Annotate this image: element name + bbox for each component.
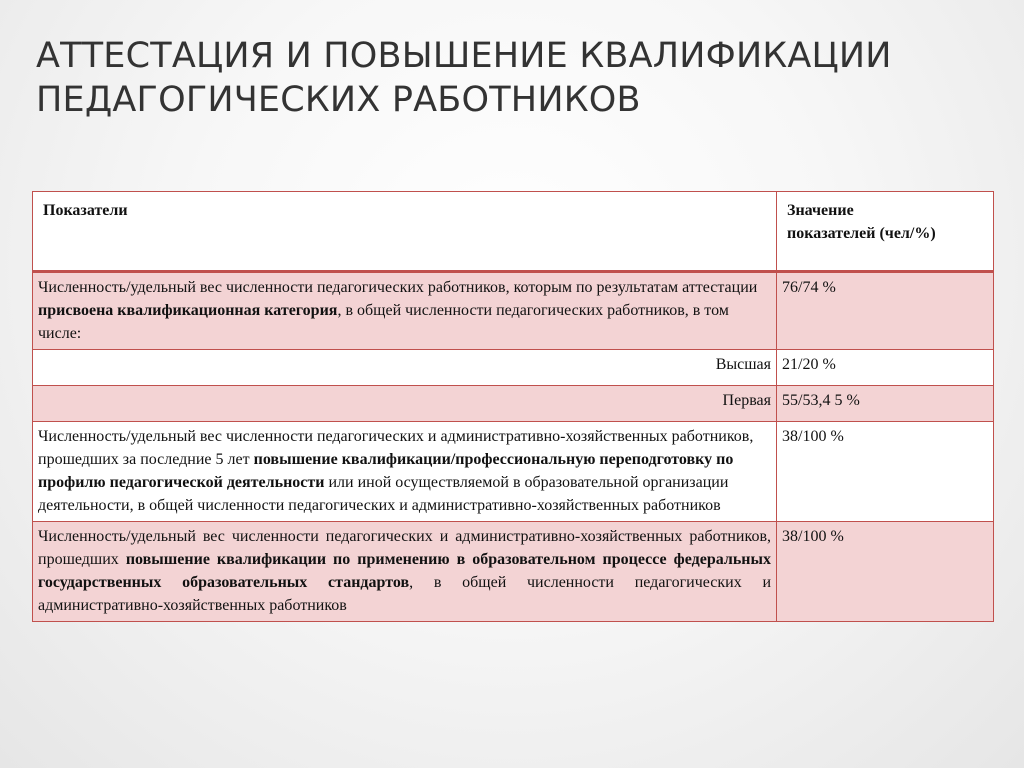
table-row-qualification-category	[33, 272, 994, 350]
value-cell: 38/100 %	[777, 522, 994, 622]
header-value-line-2: показателей (чел/%)	[787, 225, 936, 242]
table-row-highest	[33, 350, 994, 386]
indicator-text: Численность/удельный вес численности педагогических работников, которым по результатам аттестации	[38, 279, 758, 296]
slide-title-line-1: АТТЕСТАЦИЯ И ПОВЫШЕНИЕ КВАЛИФИКАЦИИ	[36, 36, 892, 76]
indicator-text: Численность/удельный вес численности педагогических и административно-хозяйственных работников, прошедших	[38, 528, 771, 568]
value-cell: 21/20 %	[777, 350, 994, 386]
indicator-bold-text: повышение квалификации по применению в образовательном процессе федеральных государственных образовательных стандартов	[38, 551, 772, 591]
slide-title	[36, 34, 996, 122]
indicator-cell	[33, 522, 777, 622]
category-label-cell: Первая	[33, 386, 777, 422]
header-value-line-1: Значение	[787, 202, 854, 219]
header-indicator-label: Показатели	[43, 202, 128, 219]
value-cell: 55/53,4 5 %	[777, 386, 994, 422]
value-cell: 38/100 %	[777, 422, 994, 522]
indicator-text: , в общей численности педагогических и административно-хозяйственных работников	[38, 574, 772, 614]
header-indicator	[33, 192, 777, 272]
table-row-professional-retraining	[33, 422, 994, 522]
value-cell: 76/74 %	[777, 272, 994, 350]
indicator-bold-text: присвоена квалификационная категория	[38, 302, 338, 319]
indicator-text: или иной осуществляемой в образовательной организации деятельности, в общей численности педагогических и административно-хозяйственных работников	[38, 474, 729, 514]
category-label-cell: Высшая	[33, 350, 777, 386]
indicators-table	[32, 191, 994, 622]
table-header-row	[33, 192, 994, 272]
header-value	[777, 192, 994, 272]
indicator-cell	[33, 272, 777, 350]
indicator-text: Численность/удельный вес численности педагогических и административно-хозяйственных работников, прошедших за последние 5 лет	[38, 428, 754, 468]
slide-title-line-2: ПЕДАГОГИЧЕСКИХ РАБОТНИКОВ	[36, 80, 641, 120]
indicator-cell	[33, 422, 777, 522]
indicator-bold-text: повышение квалификации/профессиональную переподготовку по профилю педагогической деятельности	[38, 451, 734, 491]
indicator-text: , в общей численности педагогических работников, в том числе:	[38, 302, 729, 342]
table-row-first	[33, 386, 994, 422]
table-row-fgos-training	[33, 522, 994, 622]
